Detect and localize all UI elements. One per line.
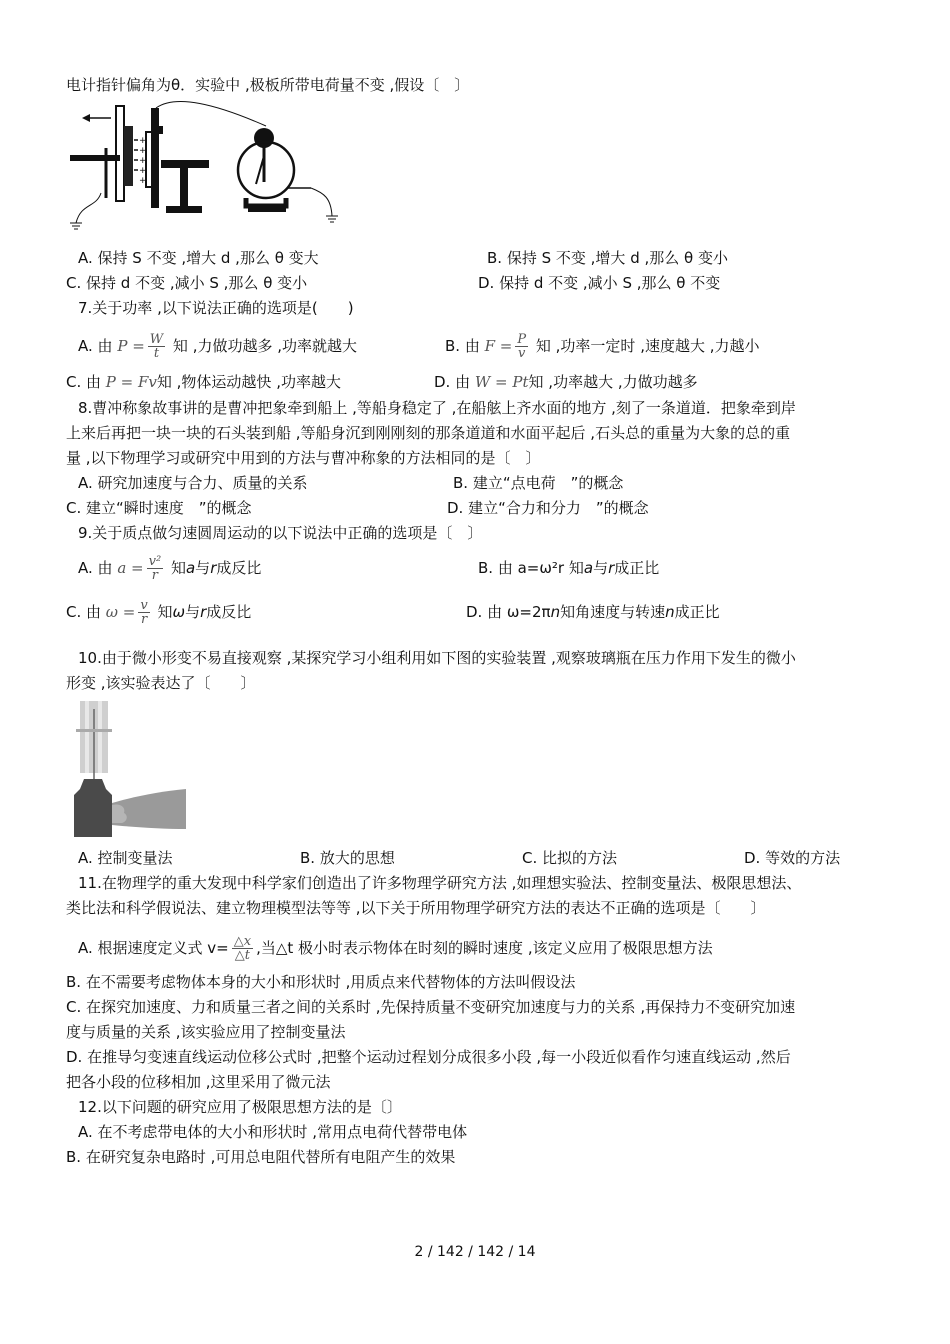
q6-option-c: C. 保持 d 不变 ,减小 S ,那么 θ 变小 [66,274,308,292]
numerator: v [140,598,148,613]
q8-stem-line1: 8.曹冲称象故事讲的是曹冲把象牵到船上 ,等船身稳定了 ,在船舷上齐水面的地方 ,刻了一条道道．把象牵到岸 [78,399,796,417]
q11-option-a [78,932,713,964]
q9-b-word: 与 [593,559,609,577]
q9-d-word: 知角速度与转速 [560,603,666,621]
q7-b-fraction [515,333,528,360]
q8-option-d: D. 建立“合力和分力 ”的概念 [447,499,649,517]
page-number: 2 / 142 / 142 / 14 [414,1244,536,1260]
q11-option-d-line1: D. 在推导匀变速直线运动位移公式时 ,把整个运动过程划分成很多小段 ,每一小段近似看作匀速直线运动 ,然后 [66,1048,791,1066]
q9-option-a [78,552,261,584]
denominator: v [518,346,526,361]
numerator: P [517,332,527,347]
numerator: W [149,332,164,347]
plus-sign: + [139,176,147,186]
q9-stem: 9.关于质点做匀速圆周运动的以下说法中正确的选项是〔 〕 [78,524,483,542]
q6-option-a: A. 保持 S 不变 ,增大 d ,那么 θ 变大 [78,249,319,267]
q7-c-formula: P = Fv [105,373,157,391]
q9-c-word: 与 [185,603,201,621]
q9-a-fraction [147,555,164,582]
q9-c-prefix: C. 由 [66,603,102,621]
numerator: △x [233,934,252,949]
q10-option-a: A. 控制变量法 [78,849,173,867]
q9-d-var: n [665,603,675,621]
q12-option-b: B. 在研究复杂电路时 ,可用总电阻代替所有电阻产生的效果 [66,1148,456,1166]
q9-d-prefix: D. 由 ω=2π [466,603,551,621]
q7-a-fraction [148,333,165,360]
denominator: r [140,612,148,627]
q9-option-d [466,602,720,622]
q7-c-prefix: C. 由 [66,373,102,391]
q7-a-lhs: P = [117,337,145,355]
plus-sign: + [139,146,147,156]
denominator: △t [234,948,251,963]
q9-d-text: 成正比 [674,603,720,621]
numerator: v² [148,554,162,569]
q7-option-a [78,330,357,362]
q11-a-prefix: A. 根据速度定义式 v= [78,939,229,957]
q11-a-fraction [232,935,253,962]
q7-option-b [445,330,760,362]
q9-c-text: 成反比 [206,603,252,621]
q6-option-d: D. 保持 d 不变 ,减小 S ,那么 θ 不变 [478,274,721,292]
q10-option-c: C. 比拟的方法 [522,849,618,867]
q7-stem: 7.关于功率 ,以下说法正确的选项是( ) [78,299,354,317]
q9-a-prefix: A. 由 [78,559,113,577]
glass-bottle-photo [72,699,187,839]
q6-option-b: B. 保持 S 不变 ,增大 d ,那么 θ 变小 [487,249,728,267]
q7-a-prefix: A. 由 [78,337,113,355]
q7-a-text: 知 ,力做功越多 ,功率就越大 [172,337,357,355]
q8-option-b: B. 建立“点电荷 ”的概念 [453,474,624,492]
denominator: r [151,568,158,583]
q7-d-formula: W = Pt [474,373,529,391]
q9-option-c [66,596,251,628]
q9-a-var: a [185,559,196,577]
q9-c-var: r [200,603,207,621]
q11-a-text: ,当△t 极小时表示物体在时刻的瞬时速度 ,该定义应用了极限思想方法 [256,939,713,957]
q7-c-text: 知 ,物体运动越快 ,功率越大 [156,373,341,391]
q9-c-var: ω [172,603,186,621]
q7-option-d [434,372,698,392]
plus-sign: + [139,156,147,166]
q7-d-text: 知 ,功率越大 ,力做功越多 [528,373,698,391]
q10-option-d: D. 等效的方法 [744,849,841,867]
electrometer-figure [66,98,346,233]
q12-option-a: A. 在不考虑带电体的大小和形状时 ,常用点电荷代替带电体 [78,1123,468,1141]
q10-stem-line2: 形变 ,该实验表达了〔 〕 [66,674,256,692]
q8-option-a: A. 研究加速度与合力、质量的关系 [78,474,308,492]
q9-d-var: n [550,603,561,621]
q9-c-fraction [138,599,149,626]
q9-b-text: 成正比 [614,559,660,577]
q7-d-prefix: D. 由 [434,373,471,391]
plus-sign: + [139,166,147,176]
q9-c-word: 知 [157,603,173,621]
q11-option-d-line2: 把各小段的位移相加 ,这里采用了微元法 [66,1073,331,1091]
q9-a-word: 与 [195,559,211,577]
q8-stem-line3: 量 ,以下物理学习或研究中用到的方法与曹冲称象的方法相同的是〔 〕 [66,449,541,467]
q11-option-c-line2: 度与质量的关系 ,该实验应用了控制变量法 [66,1023,346,1041]
q6-stem: 电计指针偏角为θ．实验中 ,极板所带电荷量不变 ,假设〔 〕 [66,76,470,94]
q10-stem-line1: 10.由于微小形变不易直接观察 ,某探究学习小组利用如下图的实验装置 ,观察玻璃瓶在压力作用下发生的微小 [78,649,796,667]
q9-a-word: 知 [170,559,186,577]
q9-b-prefix: B. 由 a=ω²r 知 [478,559,584,577]
q11-option-c-line1: C. 在探究加速度、力和质量三者之间的关系时 ,先保持质量不变研究加速度与力的关系 ,再保持力不变研究加速 [66,998,796,1016]
q7-option-c [66,372,341,392]
q7-b-prefix: B. 由 [445,337,480,355]
q10-option-b: B. 放大的思想 [300,849,395,867]
plus-sign: + [139,136,147,146]
q8-option-c: C. 建立“瞬时速度 ”的概念 [66,499,252,517]
q8-stem-line2: 上来后再把一块一块的石头装到船 ,等船身沉到刚刚刻的那条道道和水面平起后 ,石头总的重量为大象的总的重 [66,424,791,442]
q9-c-lhs: ω = [105,603,136,621]
q9-a-lhs: a = [117,559,144,577]
q12-stem: 12.以下问题的研究应用了极限思想方法的是〔〕 [78,1098,402,1116]
q7-b-lhs: F = [484,337,513,355]
q11-option-b: B. 在不需要考虑物体本身的大小和形状时 ,用质点来代替物体的方法叫假设法 [66,973,576,991]
denominator: t [153,346,160,361]
q9-a-var: r [210,559,217,577]
q11-stem-line2: 类比法和科学假说法、建立物理模型法等等 ,以下关于所用物理学研究方法的表达不正确的选项是〔 〕 [66,899,766,917]
q7-b-text: 知 ,功率一定时 ,速度越大 ,力越小 [535,337,760,355]
q9-a-text: 成反比 [216,559,262,577]
q11-stem-line1: 11.在物理学的重大发现中科学家们创造出了许多物理学研究方法 ,如理想实验法、控制变量法、极限思想法、 [78,874,802,892]
q9-option-b [478,558,659,578]
q9-b-var: a [583,559,594,577]
q9-b-var: r [608,559,615,577]
